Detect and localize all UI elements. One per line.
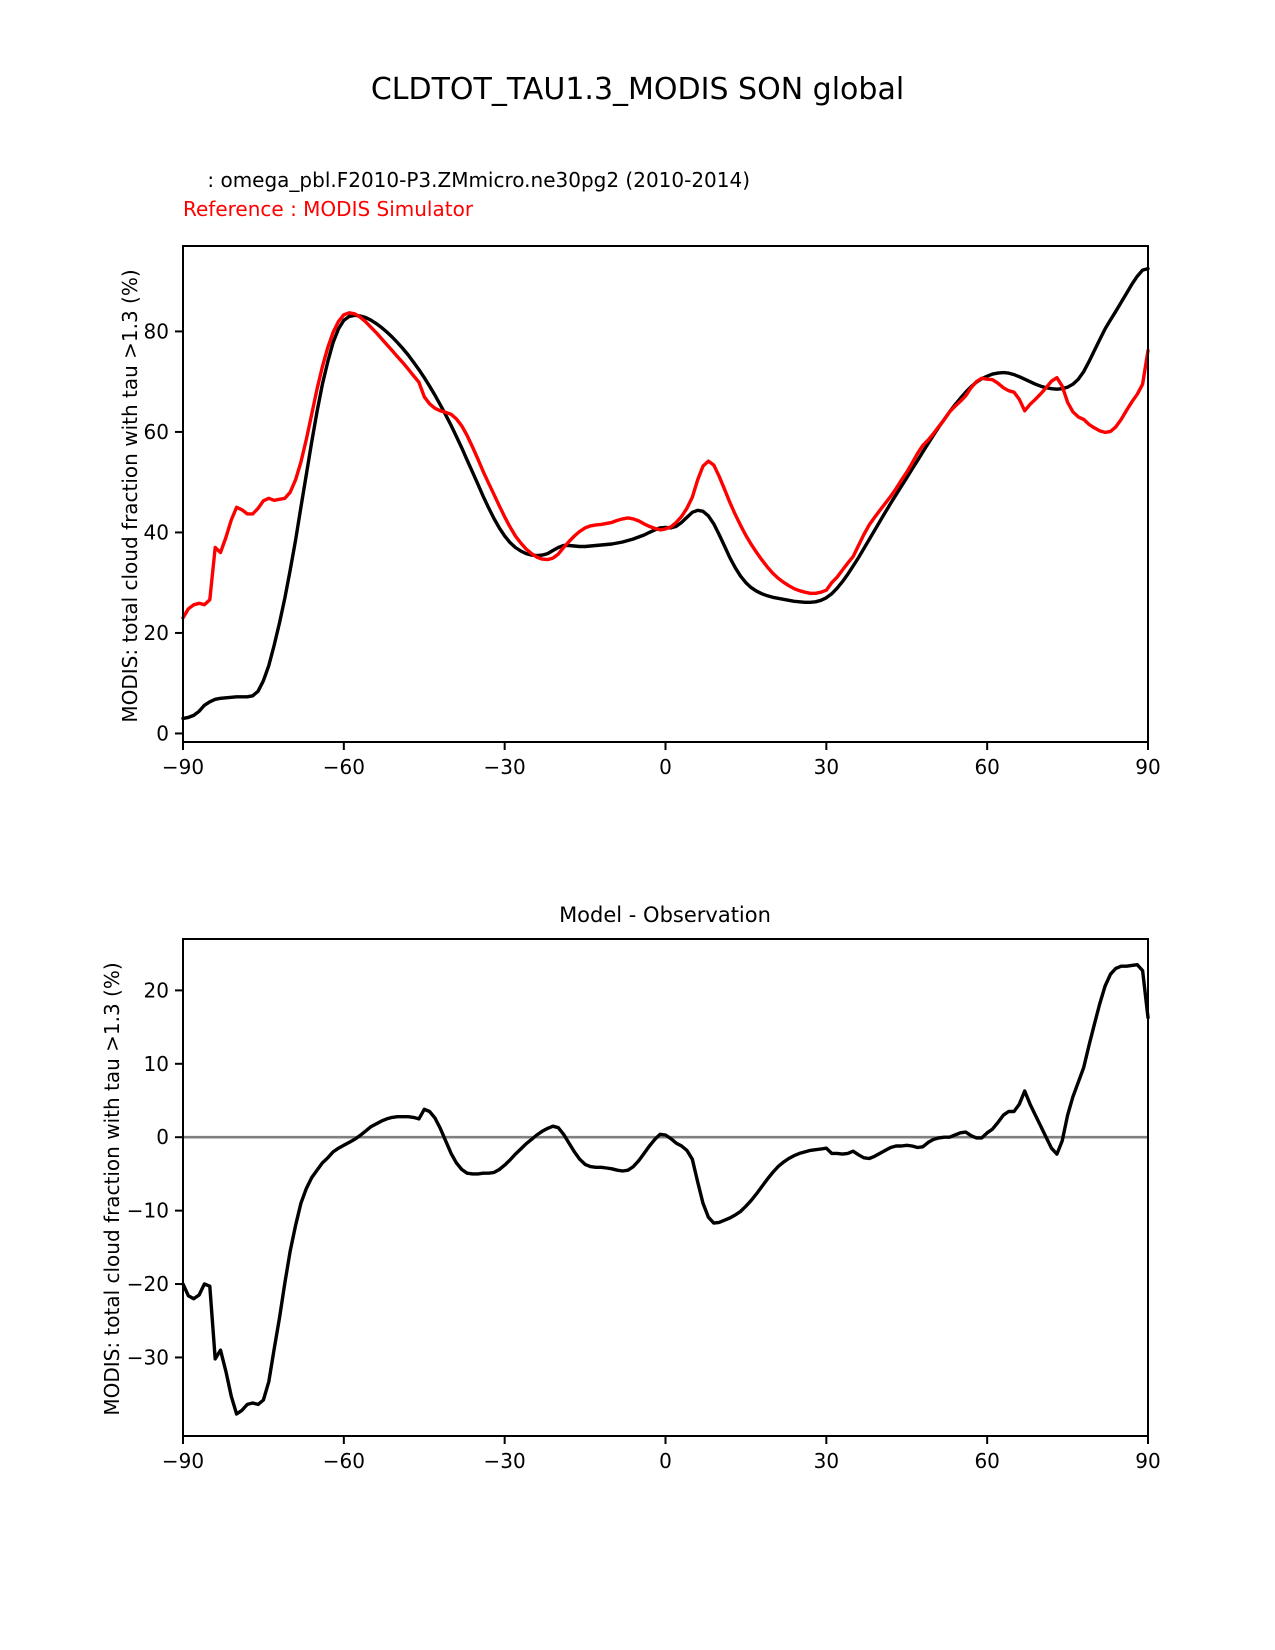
- plot-0-xtick-label: 90: [1135, 755, 1161, 779]
- plot-0-ytick-label: 80: [143, 319, 169, 344]
- plot-0-xtick-label: −90: [161, 755, 205, 779]
- plot-1-xtick-label: −90: [161, 1449, 205, 1473]
- plot-0-xtick-label: 60: [974, 755, 1000, 779]
- model-legend-label: : omega_pbl.F2010-P3.ZMmicro.ne30pg2 (2010-2014): [201, 168, 751, 192]
- plot-1-xtick-label: 30: [813, 1449, 840, 1473]
- plot-1-xtick-label: −30: [483, 1449, 526, 1473]
- plot-0-spines: [183, 246, 1148, 742]
- plot-0-xtick-label: −60: [322, 755, 365, 779]
- plot-1-ytick-label: −30: [126, 1345, 169, 1370]
- plot-0-ytick-label: 20: [143, 620, 169, 645]
- plot-1-ytick-label: −10: [126, 1198, 169, 1223]
- plot-0-curve-0: [183, 269, 1148, 719]
- plot-1-xtick-label: 0: [659, 1449, 672, 1473]
- bottom-plot-title: Model - Observation: [559, 903, 771, 927]
- plot-0-xtick-label: −30: [483, 755, 526, 779]
- plot-0-xtick-label: 0: [659, 755, 672, 779]
- plot-1-ytick-label: −20: [126, 1272, 169, 1297]
- bottom-plot-ylabel: MODIS: total cloud fraction with tau >1.3 (%): [100, 962, 124, 1416]
- plot-1-ytick-label: 10: [143, 1051, 169, 1076]
- plot-0-ytick-label: 60: [143, 419, 169, 444]
- plot-0-xtick-label: 30: [813, 755, 840, 779]
- plot-1-ytick-label: 20: [143, 978, 169, 1003]
- figure-title: CLDTOT_TAU1.3_MODIS SON global: [370, 72, 905, 107]
- plot-1-xtick-label: −60: [322, 1449, 365, 1473]
- plot-1-curve-0: [183, 965, 1148, 1414]
- reference-legend-label: Reference : MODIS Simulator: [183, 197, 474, 221]
- plot-1-xtick-label: 90: [1135, 1449, 1161, 1473]
- plot-1-ytick-label: 0: [156, 1125, 169, 1150]
- plot-0-ytick-label: 40: [143, 520, 169, 545]
- plot-1-xtick-label: 60: [974, 1449, 1000, 1473]
- plot-1-spines: [183, 939, 1148, 1436]
- plot-0-ytick-label: 0: [156, 721, 169, 746]
- top-plot-ylabel: MODIS: total cloud fraction with tau >1.3 (%): [118, 269, 142, 723]
